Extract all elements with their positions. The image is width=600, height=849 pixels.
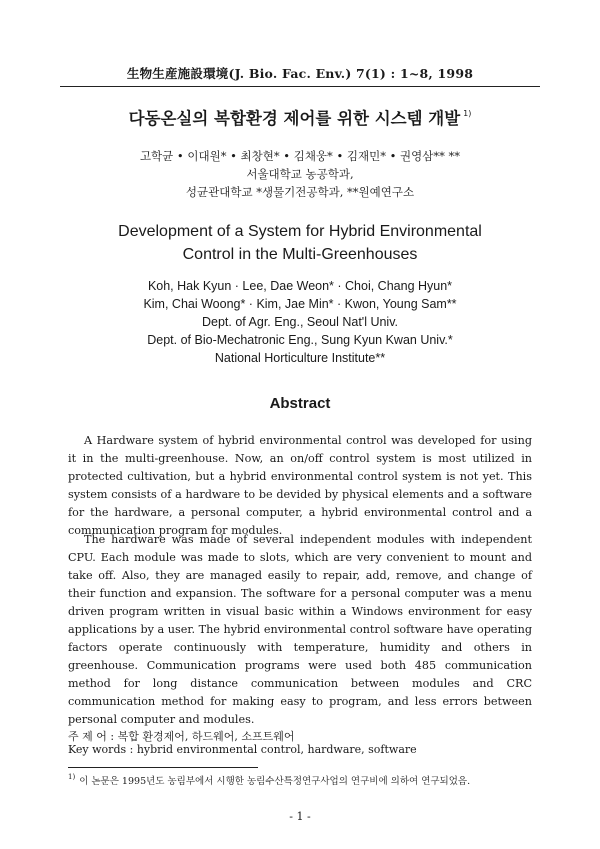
english-title-line-2: Control in the Multi-Greenhouses [182,246,418,263]
english-title-line-1: Development of a System for Hybrid Environmental [118,223,482,240]
keywords-english-text: hybrid environmental control, hardware, software [136,743,417,756]
abstract-heading: Abstract [269,395,331,412]
abstract-paragraph-2: The hardware was made of several independent modules with independent CPU. Each module was made to slots, which are very convenient to mount and take off. Also, they are managed easily to repair, add, remove, and change of their function and expansion. The software for a personal computer was a menu driven program written in visual basic within a Windows environment for easy applications by a user. The hybrid environmental control software have operating factors operate continuously with temperature, humidity and others in greenhouse. Communication programs were used both 485 communication method for long distance communication between modules and CRC communication method for making easy to program, and less errors between personal computer and modules. [68,533,532,726]
keywords-korean [68,728,294,744]
keywords-korean-text: 복합 환경제어, 하드웨어, 소프트웨어 [117,730,295,743]
korean-title [0,105,600,129]
english-title [0,220,600,266]
korean-authors: 고학균 • 이대원* • 최창현* • 김채웅* • 김재민* • 권영삼** ** [139,149,461,163]
footnote-rule [68,767,258,768]
keywords-english [68,743,417,756]
english-authors-line-2: Kim, Chai Woong* · Kim, Jae Min* · Kwon, Young Sam** [143,297,457,311]
english-authors-line-1: Koh, Hak Kyun · Lee, Dae Weon* · Choi, Chang Hyun* [147,279,453,293]
page-number: - 1 - [289,810,311,823]
affiliation-seoul: Dept. of Agr. Eng., Seoul Nat'l Univ. [201,315,398,329]
footnote-mark: 1) [68,773,76,781]
korean-affiliation-2: 성균관대학교 *생물기전공학과, **원예연구소 [185,185,415,199]
abstract-paragraph-1: A Hardware system of hybrid environmental control was developed for using it in the multi-greenhouse. Now, an on/off control system is most utilized in protected cultivation, but a hybrid environmental control system is not yet. This system consists of a hardware to be devided by physical elements and a software for the hardware, a personal computer, a hybrid environmental control and a communication program for modules. [68,434,532,537]
header-rule [60,86,540,87]
korean-affiliation-1: 서울대학교 농공학과, [246,167,354,181]
keywords-korean-label: 주 제 어 : [68,730,115,743]
footnote [68,773,470,787]
korean-title-text: 다동온실의 복합환경 제어를 위한 시스템 개발 [128,109,461,128]
keywords-english-label: Key words : [68,743,134,756]
footnote-text: 이 논문은 1995년도 농림부에서 시행한 농림수산특정연구사업의 연구비에 의하여 연구되었음. [79,776,471,787]
journal-header: 生物生産施設環境(J. Bio. Fac. Env.) 7(1) : 1~8, 1998 [126,66,474,81]
affiliation-nhi: National Horticulture Institute** [214,351,386,365]
title-footnote-mark: 1) [463,109,472,118]
affiliation-skku: Dept. of Bio-Mechatronic Eng., Sung Kyun Kwan Univ.* [147,333,453,347]
